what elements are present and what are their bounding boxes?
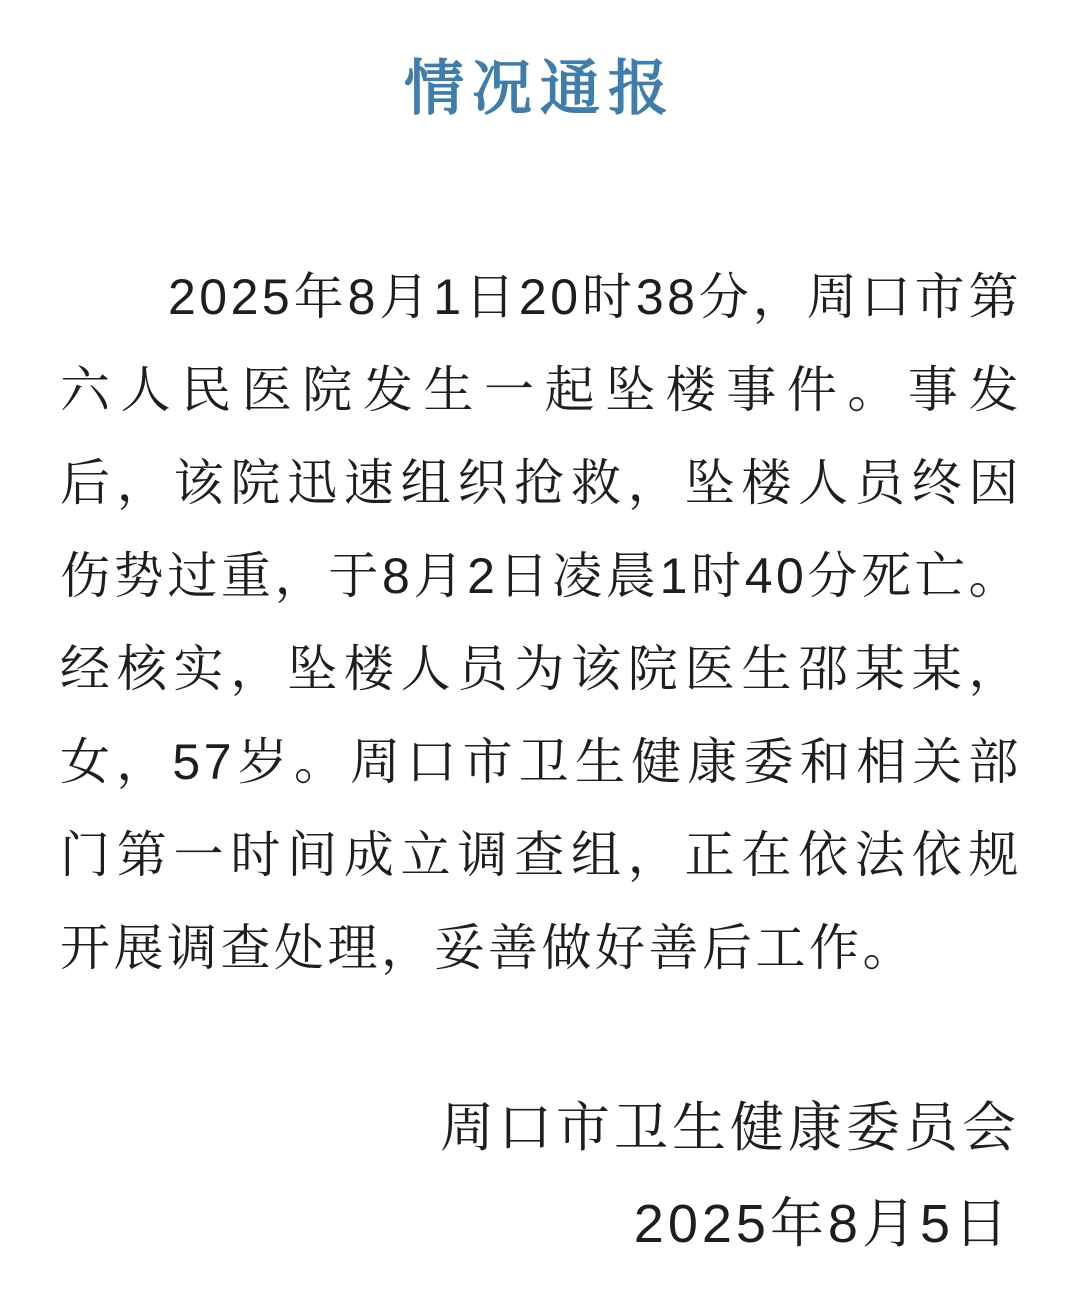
notice-title: 情况通报 [404, 55, 676, 122]
issuer-signature: 周口市卫生健康委员会 [440, 1098, 1020, 1158]
signature-block [0, 1080, 1020, 1272]
issue-date: 2025年8月5日 [633, 1194, 1012, 1254]
notice-body: 2025年8月1日20时38分，周口市第六人民医院发生一起坠楼事件。事发后，该院迅速组织抢救，坠楼人员终因伤势过重，于8月2日凌晨1时40分死亡。经核实，坠楼人员为该院医生邵某某，女，57岁。周口市卫生健康委和相关部门第一时间成立调查组，正在依法依规开展调查处理，妥善做好善后工作。 [60, 269, 1022, 976]
